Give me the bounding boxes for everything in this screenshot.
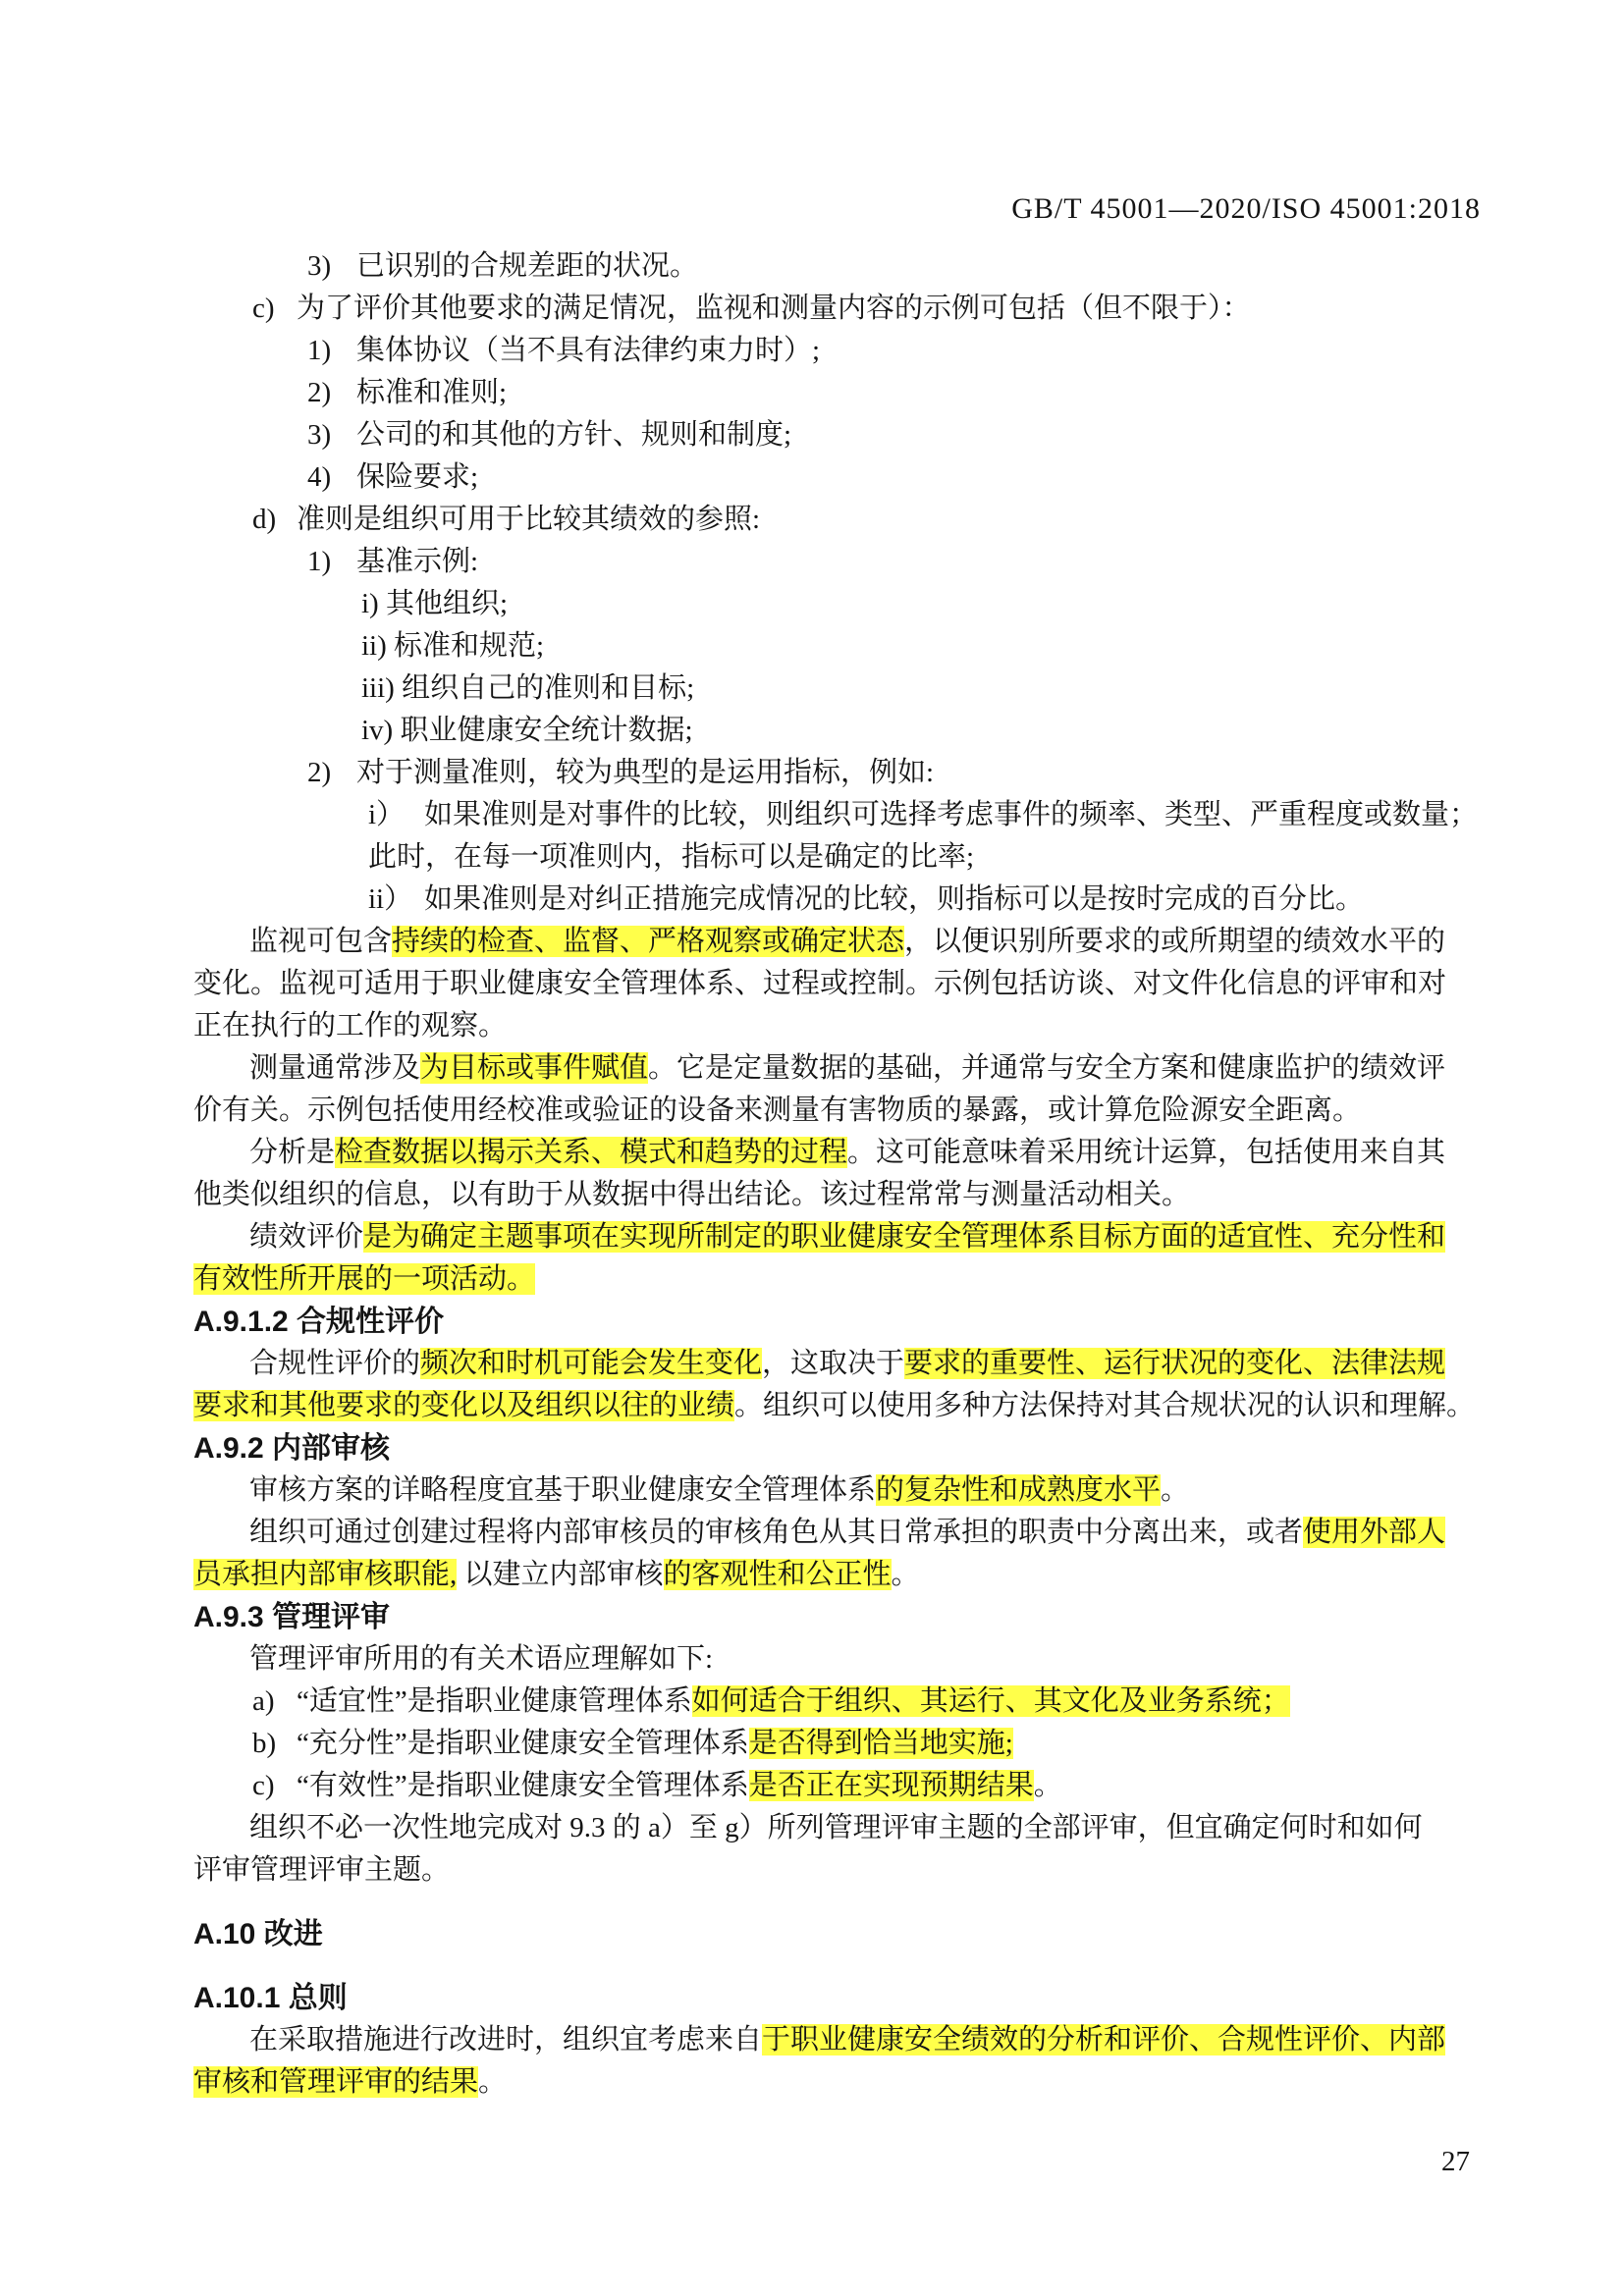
text-line	[193, 2019, 1470, 2061]
text-line	[193, 288, 1470, 330]
highlighted-text: 要求和其他要求的变化以及组织以往的业绩	[193, 1390, 735, 1421]
text-line	[193, 245, 1470, 288]
list-marker: ii）	[368, 883, 413, 915]
text-line	[193, 499, 1470, 541]
list-marker: 3)	[307, 419, 332, 451]
text-segment: 此时，在每一项准则内，指标可以是确定的比率;	[368, 841, 975, 873]
text-segment: 组织不必一次性地完成对 9.3 的 a）至 g）所列管理评审主题的全部评审，但宜确定何时和如何	[249, 1812, 1423, 1843]
text-segment: 管理评审所用的有关术语应理解如下:	[249, 1643, 714, 1675]
text-segment: 。	[891, 1559, 920, 1590]
highlighted-text: 员承担内部审核职能,	[193, 1559, 458, 1590]
list-marker: 1)	[307, 546, 332, 577]
highlighted-text: 频次和时机可能会发生变化	[420, 1348, 763, 1379]
text-segment: 分析是	[249, 1137, 336, 1168]
text-segment: 已识别的合规差距的状况。	[356, 250, 699, 282]
page-number: 27	[1441, 2146, 1470, 2177]
text-line	[193, 541, 1470, 583]
text-segment: 标准和准则;	[356, 377, 508, 408]
text-line	[193, 667, 1470, 710]
list-marker: a)	[252, 1685, 275, 1717]
text-segment: 合规性评价的	[249, 1348, 421, 1379]
text-segment: A.9.3 管理评审	[193, 1601, 391, 1633]
text-segment: 。	[478, 2066, 508, 2098]
list-marker: d)	[252, 504, 277, 535]
text-segment: 。组织可以使用多种方法保持对其合规状况的认识和理解。	[734, 1390, 1476, 1421]
text-segment: A.9.1.2 合规性评价	[193, 1306, 445, 1338]
text-segment: “适宜性”是指职业健康管理体系	[297, 1685, 692, 1717]
text-segment: ，以便识别所要求的或所期望的绩效水平的	[904, 926, 1446, 957]
text-segment: 准则是组织可用于比较其绩效的参照:	[297, 504, 761, 535]
text-line	[193, 1132, 1470, 1174]
text-line	[193, 330, 1470, 372]
highlighted-text: 有效性所开展的一项活动。	[193, 1263, 536, 1295]
text-line	[193, 921, 1470, 963]
text-segment: 。	[1161, 1474, 1190, 1506]
text-segment: iii) 组织自己的准则和目标;	[361, 672, 695, 704]
list-marker: 2)	[307, 377, 332, 408]
highlighted-text: 审核和管理评审的结果	[193, 2066, 479, 2098]
heading-line	[193, 1301, 1470, 1343]
text-segment: 审核方案的详略程度宜基于职业健康安全管理体系	[249, 1474, 877, 1506]
highlighted-text: 要求的重要性、运行状况的变化、法律法规	[904, 1348, 1446, 1379]
text-segment: 价有关。示例包括使用经校准或验证的设备来测量有害物质的暴露，或计算危险源安全距离。	[193, 1095, 1362, 1126]
list-marker: 2)	[307, 757, 332, 788]
text-line	[193, 1512, 1470, 1554]
text-line	[193, 1807, 1470, 1849]
text-segment: 集体协议（当不具有法律约束力时）;	[356, 335, 821, 366]
text-segment: 测量通常涉及	[249, 1052, 421, 1084]
text-line	[193, 1090, 1470, 1132]
text-line	[193, 372, 1470, 414]
highlighted-text: 的复杂性和成熟度水平	[876, 1474, 1162, 1506]
highlighted-text: 的客观性和公正性	[663, 1559, 892, 1590]
text-line	[193, 879, 1470, 921]
document-body	[193, 245, 1479, 2104]
text-line	[193, 1681, 1470, 1723]
highlighted-text: 检查数据以揭示关系、模式和趋势的过程	[335, 1137, 848, 1168]
text-line	[193, 794, 1479, 836]
text-line	[193, 1638, 1470, 1681]
text-segment: 他类似组织的信息，以有助于从数据中得出结论。该过程常常与测量活动相关。	[193, 1179, 1191, 1210]
text-line	[193, 1005, 1470, 1047]
highlighted-text: 为目标或事件赋值	[420, 1052, 649, 1084]
text-segment: “有效性”是指职业健康安全管理体系	[297, 1770, 749, 1801]
heading-line	[193, 1427, 1470, 1469]
text-segment: 如果准则是对纠正措施完成情况的比较，则指标可以是按时完成的百分比。	[424, 883, 1365, 915]
text-segment: 评审管理评审主题。	[193, 1854, 451, 1886]
text-segment: 以建立内部审核	[457, 1559, 664, 1590]
list-marker: 1)	[307, 335, 332, 366]
text-segment: 如果准则是对事件的比较，则组织可选择考虑事件的频率、类型、严重程度或数量；	[424, 799, 1479, 830]
text-segment: ，这取决于	[762, 1348, 905, 1379]
list-marker: c)	[252, 1770, 275, 1801]
text-segment: iv) 职业健康安全统计数据;	[361, 715, 693, 746]
text-segment: 保险要求;	[356, 461, 479, 493]
text-line	[193, 1469, 1470, 1512]
text-line	[193, 1343, 1470, 1385]
list-marker: c)	[252, 293, 275, 324]
text-segment: 为了评价其他要求的满足情况，监视和测量内容的示例可包括（但不限于）：	[297, 293, 1251, 324]
text-segment: i) 其他组织;	[361, 588, 509, 619]
highlighted-text: 是为确定主题事项在实现所制定的职业健康安全管理体系目标方面的适宜性、充分性和	[363, 1221, 1446, 1253]
standard-number-header: GB/T 45001—2020/ISO 45001:2018	[1011, 192, 1481, 225]
text-line	[193, 1216, 1470, 1258]
text-line	[193, 710, 1470, 752]
list-marker: 4)	[307, 461, 332, 493]
text-line	[193, 1849, 1470, 1892]
text-segment: 基准示例:	[356, 546, 479, 577]
text-segment: 。这可能意味着采用统计运算，包括使用来自其	[847, 1137, 1446, 1168]
text-segment: 正在执行的工作的观察。	[193, 1010, 508, 1041]
text-segment: “充分性”是指职业健康安全管理体系	[297, 1728, 749, 1759]
text-line	[193, 1174, 1470, 1216]
text-segment: 绩效评价	[249, 1221, 364, 1253]
highlighted-text: 于职业健康安全绩效的分析和评价、合规性评价、内部	[762, 2024, 1446, 2056]
heading-line	[193, 1977, 1470, 2019]
text-line	[193, 1723, 1470, 1765]
highlighted-text: 持续的检查、监督、严格观察或确定状态	[392, 926, 905, 957]
text-line	[193, 456, 1470, 499]
text-line	[193, 836, 1470, 879]
list-marker: b)	[252, 1728, 277, 1759]
text-line	[193, 2061, 1470, 2104]
text-line	[193, 752, 1470, 794]
highlighted-text: 使用外部人	[1303, 1517, 1446, 1548]
text-line	[193, 1554, 1470, 1596]
text-segment: 对于测量准则，较为典型的是运用指标，例如:	[356, 757, 935, 788]
text-line	[193, 625, 1470, 667]
text-line	[193, 583, 1470, 625]
text-segment: A.10.1 总则	[193, 1982, 348, 2014]
highlighted-text: 如何适合于组织、其运行、其文化及业务系统；	[691, 1685, 1290, 1717]
highlighted-text: 是否得到恰当地实施;	[748, 1728, 1013, 1759]
text-segment: 监视可包含	[249, 926, 393, 957]
text-line	[193, 1765, 1470, 1807]
text-line	[193, 414, 1470, 456]
text-segment: 变化。监视可适用于职业健康安全管理体系、过程或控制。示例包括访谈、对文件化信息的评审和对	[193, 968, 1447, 999]
text-segment: 在采取措施进行改进时，组织宜考虑来自	[249, 2024, 763, 2056]
highlighted-text: 是否正在实现预期结果	[748, 1770, 1034, 1801]
list-marker: 3)	[307, 250, 332, 282]
text-segment: A.10 改进	[193, 1918, 323, 1950]
text-segment: 。	[1033, 1770, 1062, 1801]
text-line	[193, 963, 1470, 1005]
text-line	[193, 1258, 1470, 1301]
text-segment: ii) 标准和规范;	[361, 630, 545, 662]
text-segment: A.9.2 内部审核	[193, 1432, 391, 1465]
heading-line	[193, 1913, 1470, 1955]
text-line	[193, 1047, 1470, 1090]
text-segment: 组织可通过创建过程将内部审核员的审核角色从其日常承担的职责中分离出来，或者	[249, 1517, 1304, 1548]
list-marker: i）	[368, 799, 406, 830]
text-line	[193, 1385, 1476, 1427]
heading-line	[193, 1596, 1470, 1638]
text-segment: 公司的和其他的方针、规则和制度;	[356, 419, 792, 451]
text-segment: 。它是定量数据的基础，并通常与安全方案和健康监护的绩效评	[648, 1052, 1446, 1084]
